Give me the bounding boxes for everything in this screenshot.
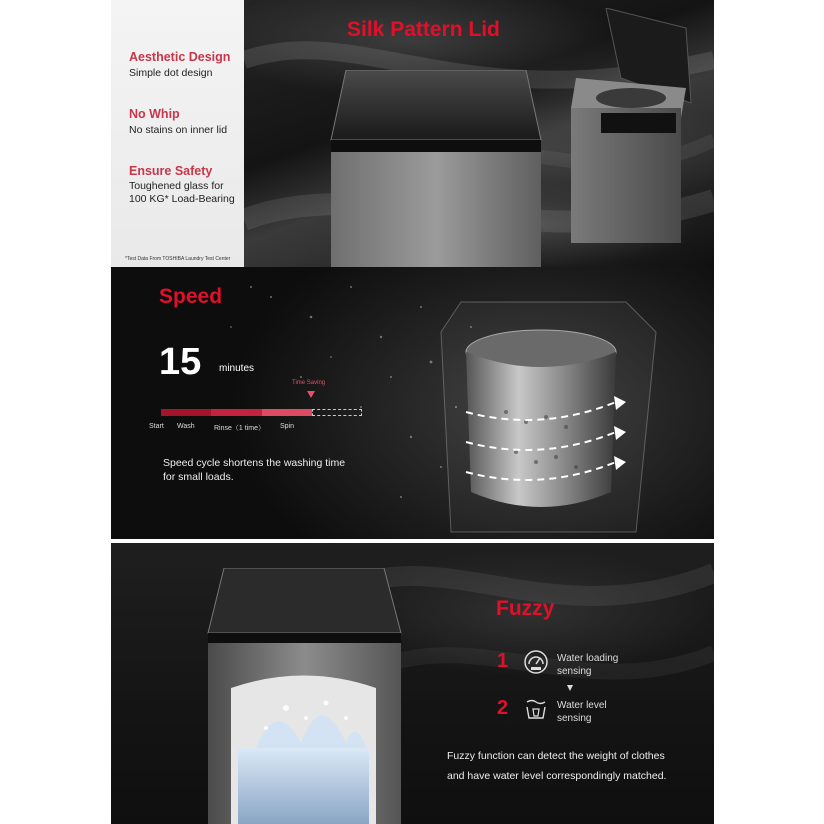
washer-drum-image <box>436 292 666 537</box>
panel-title-fuzzy: Fuzzy <box>496 597 555 620</box>
step-number-1: 1 <box>497 650 509 672</box>
feature-title-safety: Ensure Safety <box>129 164 213 178</box>
step-label-2: Water level sensing <box>557 700 607 724</box>
step-arrow-icon <box>567 685 573 691</box>
minutes-number: 15 <box>159 341 202 383</box>
panel-title-silk-lid: Silk Pattern Lid <box>347 18 500 41</box>
progress-segment-wash <box>161 409 211 416</box>
progress-segment-rinse <box>211 409 262 416</box>
feature-desc-no-whip: No stains on inner lid <box>129 124 228 136</box>
footnote: *Test Data From TOSHIBA Laundry Test Center <box>125 256 231 262</box>
progress-label-start: Start <box>149 423 164 430</box>
minutes-label: minutes <box>219 363 255 374</box>
progress-label-spin: Spin <box>280 423 295 430</box>
step-label-1: Water loading sensing <box>557 653 619 677</box>
panel-title-speed: Speed <box>159 285 223 308</box>
time-saving-label: Time Saving <box>292 380 326 386</box>
feature-title-aesthetic: Aesthetic Design <box>129 50 231 64</box>
feature-title-no-whip: No Whip <box>129 107 180 121</box>
speed-description: Speed cycle shortens the washing time for small loads. <box>163 457 346 483</box>
feature-desc-aesthetic: Simple dot design <box>129 67 213 79</box>
progress-segment-spin <box>262 409 312 416</box>
feature-list <box>111 0 244 267</box>
water-level-icon <box>523 696 549 722</box>
step-number-2: 2 <box>497 697 509 719</box>
fuzzy-description-line2: and have water level correspondingly matched. <box>447 770 667 782</box>
time-saving-arrow-icon <box>307 391 315 398</box>
fuzzy-description-line1: Fuzzy function can detect the weight of clothes <box>447 750 665 762</box>
fuzzy-panel <box>111 543 714 824</box>
progress-label-rinse: Rinse（1 time） <box>214 425 265 432</box>
load-gauge-icon <box>523 649 549 675</box>
progress-segment-saved <box>312 409 362 416</box>
progress-label-wash: Wash <box>177 423 195 430</box>
speed-panel <box>111 267 714 539</box>
silk-lid-panel <box>111 0 714 267</box>
washer-water-image <box>206 568 406 824</box>
washer-open-lid-image <box>566 8 714 248</box>
feature-desc-safety: Toughened glass for 100 KG* Load-Bearing <box>129 180 235 205</box>
washer-closed-lid-image <box>326 70 566 267</box>
